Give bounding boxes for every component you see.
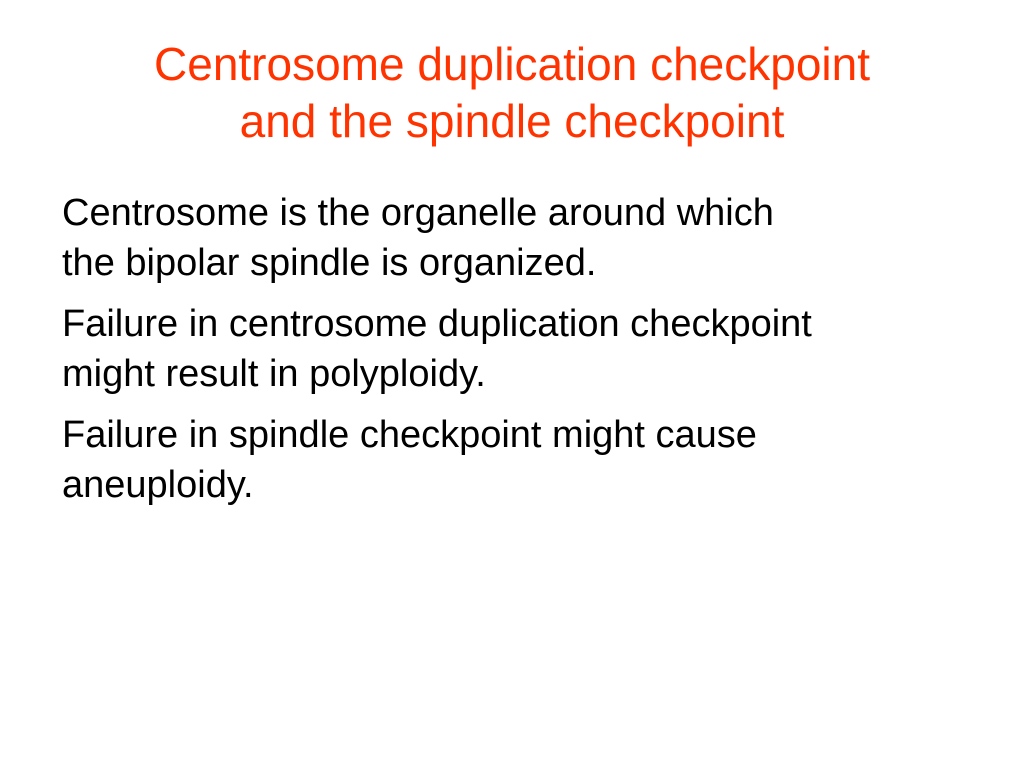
- paragraph-line: the bipolar spindle is organized.: [62, 242, 597, 284]
- paragraph-line: aneuploidy.: [62, 464, 254, 506]
- slide-title-line-2: and the spindle checkpoint: [239, 95, 785, 147]
- paragraph-line: Centrosome is the organelle around which: [62, 192, 774, 234]
- paragraph-line: might result in polyploidy.: [62, 353, 486, 395]
- paragraph-line: Failure in spindle checkpoint might cause: [62, 414, 757, 456]
- slide-title: [40, 36, 984, 150]
- paragraph-line: Failure in centrosome duplication checkpoint: [62, 303, 812, 345]
- slide-title-line-1: Centrosome duplication checkpoint: [154, 38, 870, 90]
- paragraph-centrosome-definition: [62, 188, 982, 288]
- paragraph-spindle-failure: [62, 410, 982, 510]
- slide-body: [62, 188, 982, 521]
- paragraph-centrosome-failure: [62, 299, 982, 399]
